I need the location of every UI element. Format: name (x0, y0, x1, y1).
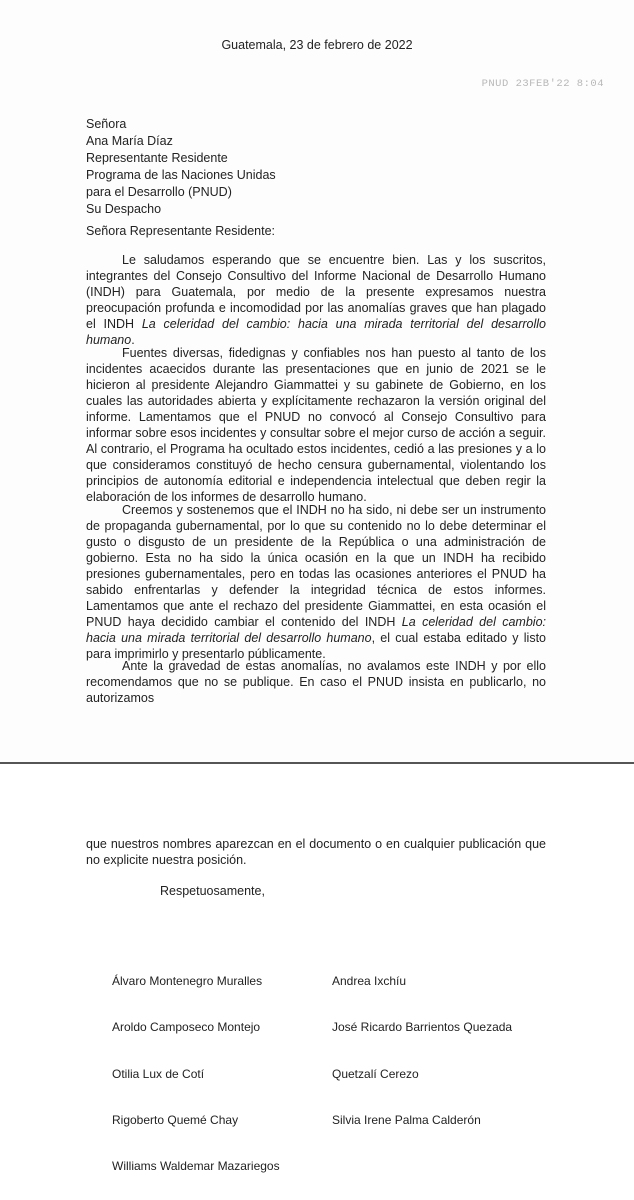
paragraph-1-end: . (131, 333, 135, 347)
addressee-block (86, 116, 276, 218)
paragraph-2-text: Fuentes diversas, fidedignas y confiables nos han puesto al tanto de los incidentes acaecidos durante las presentaciones que en junio de 2021 se le hicieron al presidente Alejandro Giammattei y su gabinete de Gobierno, en los cuales las autoridades abierta y explícitamente rechazaron la versión original del informe. Lamentamos que el PNUD no convocó al Consejo Consultivo para informar sobre esos incidentes y consultar sobre el mejor curso de acción a seguir. Al contrario, el Programa ha ocultado estos incidentes, cedió a las presiones y a lo que consideramos constituyó de hecho censura gubernamental, violentando los principios de autonomía editorial e independencia intelectual que deben regir la elaboración de los informes de desarrollo humano. (86, 346, 546, 504)
salutation: Señora Representante Residente: (86, 224, 276, 238)
signatory-name: Otilia Lux de Cotí (112, 1067, 205, 1081)
signatory-name: Andrea Ixchíu (332, 974, 407, 988)
paragraph-4 (86, 658, 546, 706)
signatory-name: Álvaro Montenegro Muralles (112, 974, 263, 988)
addressee-line: para el Desarrollo (PNUD) (86, 185, 232, 199)
signatory-name: Aroldo Camposeco Montejo (112, 1020, 261, 1034)
closing: Respetuosamente, (160, 884, 265, 898)
letter-date: Guatemala, 23 de febrero de 2022 (221, 38, 413, 52)
paragraph-2 (86, 345, 546, 505)
signatory-name: Silvia Irene Palma Calderón (332, 1113, 481, 1127)
signatory-name: Rigoberto Quemé Chay (112, 1113, 239, 1127)
paragraph-3-end: , el cual estaba editado y listo para imprimirlo y presentarlo públicamente. (86, 631, 546, 661)
addressee-line: Representante Residente (86, 151, 228, 165)
paragraph-1 (86, 252, 546, 348)
paragraph-4-text: Ante la gravedad de estas anomalías, no avalamos este INDH y por ello recomendamos que no se publique. En caso el PNUD insista en publicarlo, no autorizamos (86, 659, 546, 705)
paragraph-3 (86, 502, 546, 662)
addressee-line: Programa de las Naciones Unidas (86, 168, 276, 182)
signatory-name: José Ricardo Barrientos Quezada (332, 1020, 513, 1034)
paragraph-3-text: Creemos y sostenemos que el INDH no ha sido, ni debe ser un instrumento de propaganda gubernamental, por lo que su contenido no lo debe determinar el gusto o disgusto de un presidente de la República o una administración de gobierno. Esta no ha sido la única ocasión en la que un INDH ha recibido presiones gubernamentales, pero en todas las ocasiones anteriores el PNUD ha sabido enfrentarlas y defender la integridad técnica de estos informes. Lamentamos que ante el rechazo del presidente Giammattei, en esta ocasión el PNUD haya decidido cambiar el contenido del INDH (86, 503, 546, 629)
addressee-line: Señora (86, 117, 127, 131)
report-title: La celeridad del cambio: hacia una mirada territorial del desarrollo humano (86, 317, 546, 347)
received-stamp: PNUD 23FEB'22 8:04 (481, 78, 604, 90)
paragraph-1-text: Le saludamos esperando que se encuentre bien. Las y los suscritos, integrantes del Consejo Consultivo del Informe Nacional de Desarrollo Humano (INDH) para Guatemala, por medio de la presente expresamos nuestra preocupación profunda e incomodidad por las anomalías graves que han plagado el INDH (86, 253, 546, 331)
paragraph-4-continuation: que nuestros nombres aparezcan en el documento o en cualquier publicación que no explicite nuestra posición. (86, 837, 546, 867)
signatory-name: Quetzalí Cerezo (332, 1067, 419, 1081)
addressee-line: Su Despacho (86, 202, 162, 216)
report-title: La celeridad del cambio: hacia una mirada territorial del desarrollo humano (86, 615, 547, 645)
letter-page-2 (0, 764, 634, 1200)
addressee-line: Ana María Díaz (86, 134, 173, 148)
signatory-name: Williams Waldemar Mazariegos (112, 1159, 280, 1173)
